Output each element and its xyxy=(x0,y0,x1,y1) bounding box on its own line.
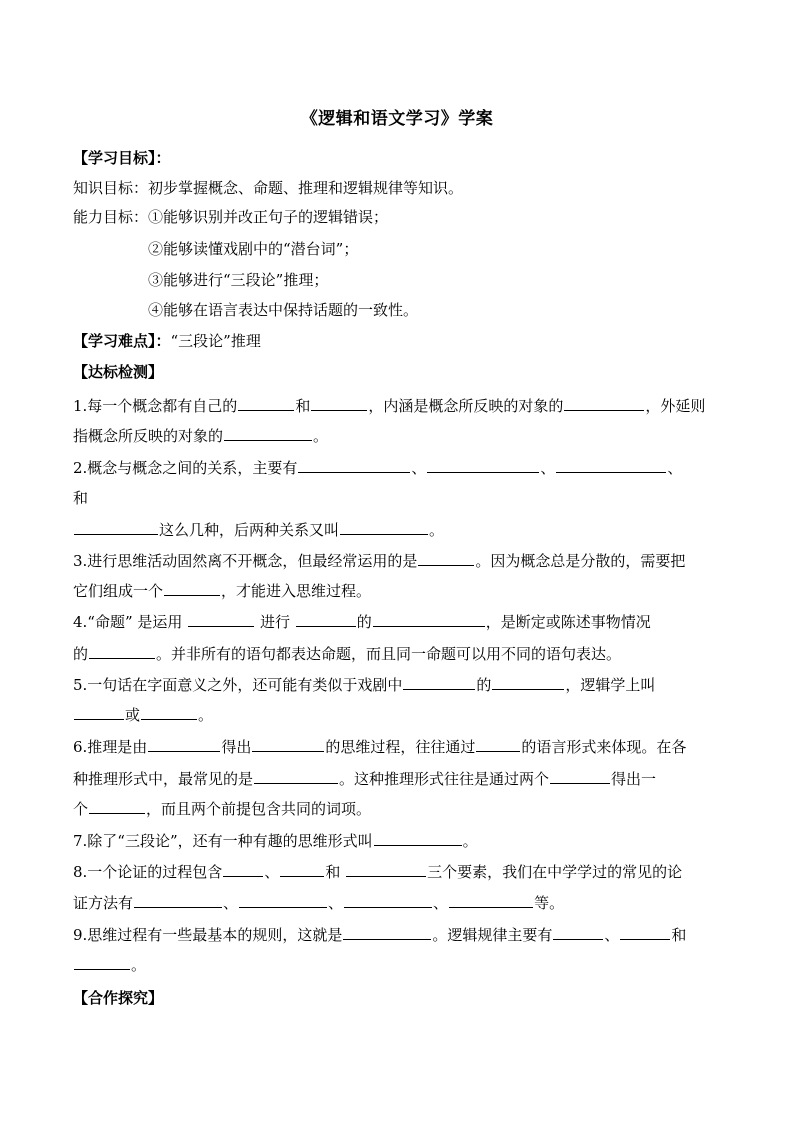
question-text: 2.概念与概念之间的关系，主要有 xyxy=(73,459,298,477)
question-text: 种推理形式中，最常见的是 xyxy=(73,770,254,788)
question-text: 9.思维过程有一些最基本的规则，这就是 xyxy=(73,926,343,944)
question-6-line-3 xyxy=(73,799,733,819)
question-text: 等。 xyxy=(534,894,565,912)
fill-blank[interactable] xyxy=(344,893,432,908)
question-text: ，才能进入思维过程。 xyxy=(221,582,372,600)
question-text: 。因为概念总是分散的，需要把 xyxy=(475,552,686,570)
question-text: 4.“命题” 是运用 xyxy=(73,613,183,631)
question-text: 证方法有 xyxy=(73,894,134,912)
ability-goal-label: 能力目标： xyxy=(73,208,149,226)
fill-blank[interactable] xyxy=(188,612,254,627)
difficulty-line xyxy=(73,331,733,351)
question-text: 这么几种，后两种关系又叫 xyxy=(159,521,340,539)
question-3-line-2 xyxy=(73,581,733,601)
question-5-line-1 xyxy=(73,675,733,695)
question-text: 的语言形式来体现。在各 xyxy=(521,738,687,756)
question-9-line-1 xyxy=(73,925,733,945)
question-text: 和 xyxy=(295,397,311,415)
question-text: 3.进行思维活动固然离不开概念，但最经常运用的是 xyxy=(73,552,418,570)
question-text: 。 xyxy=(198,706,214,724)
question-text: ，内涵是概念所反映的对象的 xyxy=(368,397,564,415)
fill-blank[interactable] xyxy=(374,831,462,846)
question-text: 进行 xyxy=(259,613,290,631)
fill-blank[interactable] xyxy=(346,862,426,877)
ability-item: ③能够进行“三段论”推理； xyxy=(148,271,329,289)
question-text: ，外延则 xyxy=(645,397,706,415)
question-text: 7.除了“三段论”，还有一种有趣的思维形式叫 xyxy=(73,832,373,850)
question-6-line-2 xyxy=(73,769,733,789)
question-text: 个 xyxy=(73,800,89,818)
learning-goals-heading: 【学习目标】： xyxy=(73,149,171,167)
question-text: 、 xyxy=(540,459,556,477)
question-text: 的 xyxy=(73,645,89,663)
question-text: 、 xyxy=(667,459,683,477)
fill-blank[interactable] xyxy=(296,612,356,627)
question-text: 三个要素，我们在中学学过的常见的论 xyxy=(427,863,683,881)
check-heading: 【达标检测】 xyxy=(73,363,164,381)
question-text: 、 xyxy=(264,863,280,881)
cooperation-heading: 【合作探究】 xyxy=(73,989,164,1007)
question-1-line-1 xyxy=(73,396,733,416)
question-2-line-3 xyxy=(73,520,733,540)
question-text: 1.每一个概念都有自己的 xyxy=(73,397,238,415)
fill-blank[interactable] xyxy=(224,426,312,441)
question-text: 、 xyxy=(223,894,239,912)
fill-blank[interactable] xyxy=(564,396,644,411)
question-3-line-1 xyxy=(73,551,733,571)
question-4-line-2 xyxy=(73,644,733,664)
question-text: 它们组成一个 xyxy=(73,582,164,600)
fill-blank[interactable] xyxy=(556,458,666,473)
question-4-line-1 xyxy=(73,612,733,632)
fill-blank[interactable] xyxy=(141,705,197,720)
question-text: 、 xyxy=(604,926,620,944)
ability-item: ④能够在语言表达中保持话题的一致性。 xyxy=(148,301,419,319)
question-8-line-2 xyxy=(73,893,733,913)
fill-blank[interactable] xyxy=(553,925,603,940)
fill-blank[interactable] xyxy=(280,862,324,877)
question-text: 的 xyxy=(356,613,372,631)
difficulty-text: “三段论”推理 xyxy=(170,332,261,350)
knowledge-goal: 知识目标：初步掌握概念、命题、推理和逻辑规律等知识。 xyxy=(73,179,464,197)
difficulty-heading: 【学习难点】： xyxy=(73,332,171,350)
fill-blank[interactable] xyxy=(476,737,520,752)
fill-blank[interactable] xyxy=(427,458,539,473)
question-9-line-2 xyxy=(73,955,733,975)
question-6-line-1 xyxy=(73,737,733,757)
fill-blank[interactable] xyxy=(550,769,610,784)
question-text: 。 xyxy=(131,956,147,974)
fill-blank[interactable] xyxy=(239,893,327,908)
fill-blank[interactable] xyxy=(492,675,564,690)
question-2-line-2: 和 xyxy=(73,489,89,507)
question-text: 。这种推理形式往往是通过两个 xyxy=(339,770,550,788)
question-text: 、 xyxy=(328,894,344,912)
ability-item: ①能够识别并改正句子的逻辑错误； xyxy=(148,208,389,226)
question-text: 的思维过程，往往通过 xyxy=(325,738,476,756)
fill-blank[interactable] xyxy=(164,581,220,596)
fill-blank[interactable] xyxy=(238,396,294,411)
fill-blank[interactable] xyxy=(403,675,475,690)
question-text: ，是断定或陈述事物情况 xyxy=(485,613,651,631)
question-2-line-1 xyxy=(73,458,733,478)
fill-blank[interactable] xyxy=(134,893,222,908)
fill-blank[interactable] xyxy=(418,551,474,566)
fill-blank[interactable] xyxy=(223,862,263,877)
question-text: 。逻辑规律主要有 xyxy=(432,926,553,944)
question-text: 的 xyxy=(476,676,492,694)
ability-goal-line xyxy=(73,207,733,227)
fill-blank[interactable] xyxy=(449,893,533,908)
ability-item: ②能够读懂戏剧中的“潜台词”； xyxy=(148,240,359,258)
question-text: 6.推理是由 xyxy=(73,738,148,756)
fill-blank[interactable] xyxy=(74,520,158,535)
question-text: ，而且两个前提包含共同的词项。 xyxy=(146,800,372,818)
question-text: 8.一个论证的过程包含 xyxy=(73,863,223,881)
question-text: ，逻辑学上叫 xyxy=(565,676,656,694)
question-text: 得出 xyxy=(221,738,252,756)
fill-blank[interactable] xyxy=(89,644,155,659)
fill-blank[interactable] xyxy=(340,520,428,535)
question-text: 5.一句话在字面意义之外，还可能有类似于戏剧中 xyxy=(73,676,403,694)
fill-blank[interactable] xyxy=(343,925,431,940)
question-5-line-2 xyxy=(73,705,733,725)
fill-blank[interactable] xyxy=(89,799,145,814)
fill-blank[interactable] xyxy=(148,737,220,752)
question-text: 、 xyxy=(433,894,449,912)
question-1-line-2 xyxy=(73,426,733,446)
fill-blank[interactable] xyxy=(252,737,324,752)
question-8-line-1 xyxy=(73,862,733,882)
question-text: 和 xyxy=(325,863,341,881)
fill-blank[interactable] xyxy=(620,925,670,940)
question-text: 和 xyxy=(671,926,687,944)
fill-blank[interactable] xyxy=(74,705,124,720)
fill-blank[interactable] xyxy=(74,955,130,970)
question-text: 得出一 xyxy=(611,770,657,788)
question-text: 或 xyxy=(125,706,141,724)
page-title: 《逻辑和语文学习》学案 xyxy=(300,109,494,129)
question-text: 、 xyxy=(411,459,427,477)
question-text: 。 xyxy=(462,832,478,850)
question-text: 。 xyxy=(429,521,445,539)
fill-blank[interactable] xyxy=(311,396,367,411)
question-7-line-1 xyxy=(73,831,733,851)
question-text: 。 xyxy=(313,427,329,445)
fill-blank[interactable] xyxy=(254,769,338,784)
question-text: 。并非所有的语句都表达命题，而且同一命题可以用不同的语句表达。 xyxy=(156,645,622,663)
fill-blank[interactable] xyxy=(298,458,410,473)
question-text: 指概念所反映的对象的 xyxy=(73,427,224,445)
fill-blank[interactable] xyxy=(373,612,485,627)
